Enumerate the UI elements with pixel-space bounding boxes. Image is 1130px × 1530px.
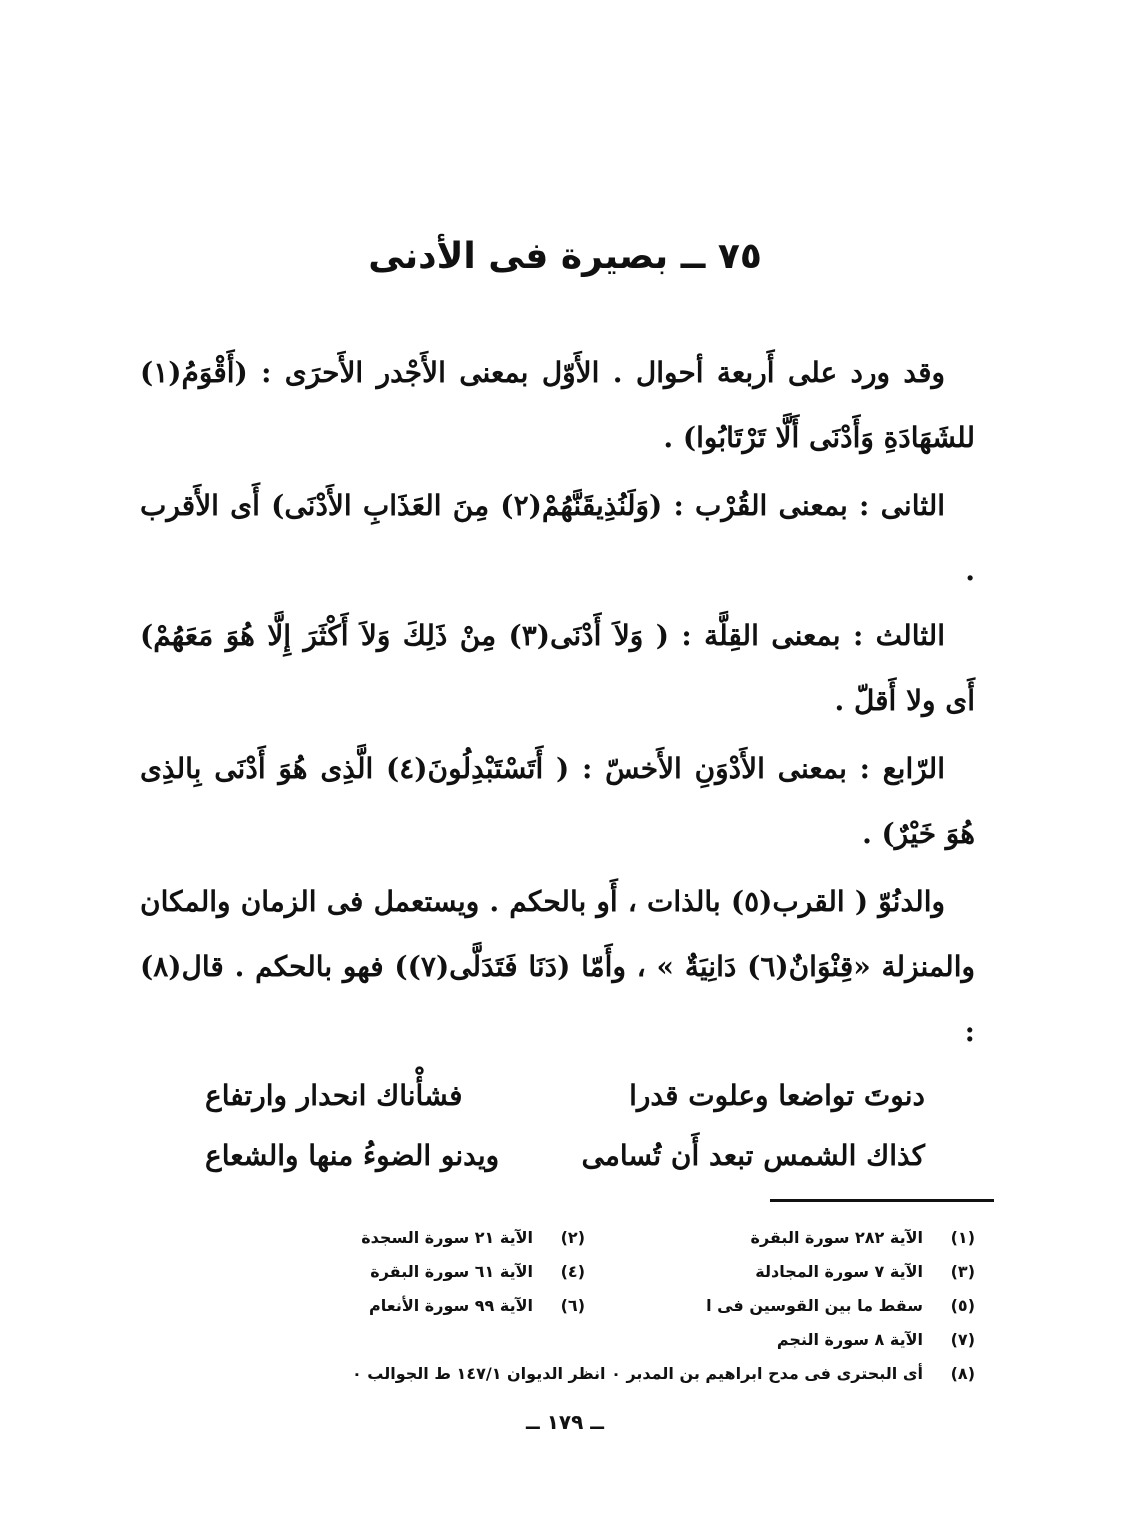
footnote-row	[160, 1356, 975, 1390]
footnote-text: سقط ما بين القوسين فى ا	[706, 1295, 923, 1315]
footnote-text: الآية ٩٩ سورة الأنعام	[369, 1295, 533, 1315]
footnote-number: (٨)	[950, 1363, 975, 1383]
footnote-6	[195, 1296, 585, 1315]
poem-hemistich-right: كذاك الشمس تبعد أَن تُسامى	[581, 1139, 925, 1172]
poem-hemistich-right: دنوتَ تواضعا وعلوت قدرا	[629, 1079, 925, 1112]
footnote-4	[195, 1262, 585, 1281]
poem-hemistich-left: فشأْناك انحدار وارتفاع	[205, 1079, 463, 1112]
page-number: ــ ١٧٩ ــ	[526, 1410, 604, 1434]
footnote-text: الآية ٢٨٢ سورة البقرة	[750, 1227, 923, 1247]
footnote-3	[585, 1262, 975, 1281]
footnote-text: الآية ٨ سورة النجم	[776, 1329, 923, 1349]
footnote-number: (٤)	[560, 1261, 585, 1281]
main-text	[140, 340, 975, 1186]
paragraph-4: الرّابع : بمعنى الأَدْوَنِ الأَخسّ : ( أَتَسْتَبْدِلُونَ(٤) الَّذِى هُوَ أَدْنَى بِالذِى هُوَ خَيْرٌ) .	[140, 752, 975, 850]
poem-line-2	[205, 1126, 925, 1186]
poem-line-1	[205, 1066, 925, 1126]
footnote-text: أى البحترى فى مدح ابراهيم بن المدبر ٠ انظر الديوان ١٤٧/١ ط الجوالب ٠	[351, 1363, 923, 1383]
footnote-text: الآية ٢١ سورة السجدة	[361, 1227, 533, 1247]
paragraph-3: الثالث : بمعنى القِلَّة : ( وَلاَ أَدْنَى(٣) مِنْ ذَلِكَ وَلاَ أَكْثَرَ إِلَّا هُوَ مَعَهُمْ) أَى ولا أَقلّ .	[140, 619, 975, 717]
footnote-row	[160, 1254, 975, 1288]
footnote-number: (١)	[950, 1227, 975, 1247]
footnote-number: (٣)	[950, 1261, 975, 1281]
section-title: ٧٥ ــ بصيرة فى الأدنى	[368, 236, 762, 277]
poem-hemistich-left: ويدنو الضوءُ منها والشعاع	[205, 1139, 500, 1172]
footnote-1	[585, 1228, 975, 1247]
footnote-7	[585, 1330, 975, 1349]
footnote-number: (٦)	[560, 1295, 585, 1315]
footnote-row	[160, 1288, 975, 1322]
footnote-text: الآية ٦١ سورة البقرة	[370, 1261, 533, 1281]
poem	[140, 1066, 975, 1186]
footnote-text: الآية ٧ سورة المجادلة	[755, 1261, 923, 1281]
footnote-separator	[770, 1199, 994, 1202]
footnote-5	[585, 1296, 975, 1315]
footnote-8	[160, 1364, 975, 1383]
footnote-number: (٧)	[950, 1329, 975, 1349]
paragraph-5: والدنُوّ ( القرب(٥) بالذات ، أَو بالحكم . ويستعمل فى الزمان والمكان والمنزلة «قِنْوَانٌ(٦) دَانِيَةٌ » ، وأَمّا (دَنَا فَتَدَلَّى(٧)) فهو بالحكم . قال(٨) :	[140, 885, 975, 1048]
paragraph-2: الثانى : بمعنى القُرْب : (وَلَنُذِيقَنَّهُمْ(٢) مِنَ العَذَابِ الأَدْنَى) أَى الأَقرب .	[140, 489, 975, 587]
paragraph-1: وقد ورد على أَربعة أحوال . الأَوّل بمعنى الأَجْدر الأَحرَى : (أَقْوَمُ(١) للشَهَادَةِ وَأَدْنَى أَلَّا تَرْتَابُوا) .	[140, 356, 975, 454]
footnote-number: (٢)	[560, 1227, 585, 1247]
footnote-row	[160, 1322, 975, 1356]
footnotes	[160, 1220, 975, 1390]
footnote-2	[195, 1228, 585, 1247]
footnote-number: (٥)	[950, 1295, 975, 1315]
footnote-row	[160, 1220, 975, 1254]
